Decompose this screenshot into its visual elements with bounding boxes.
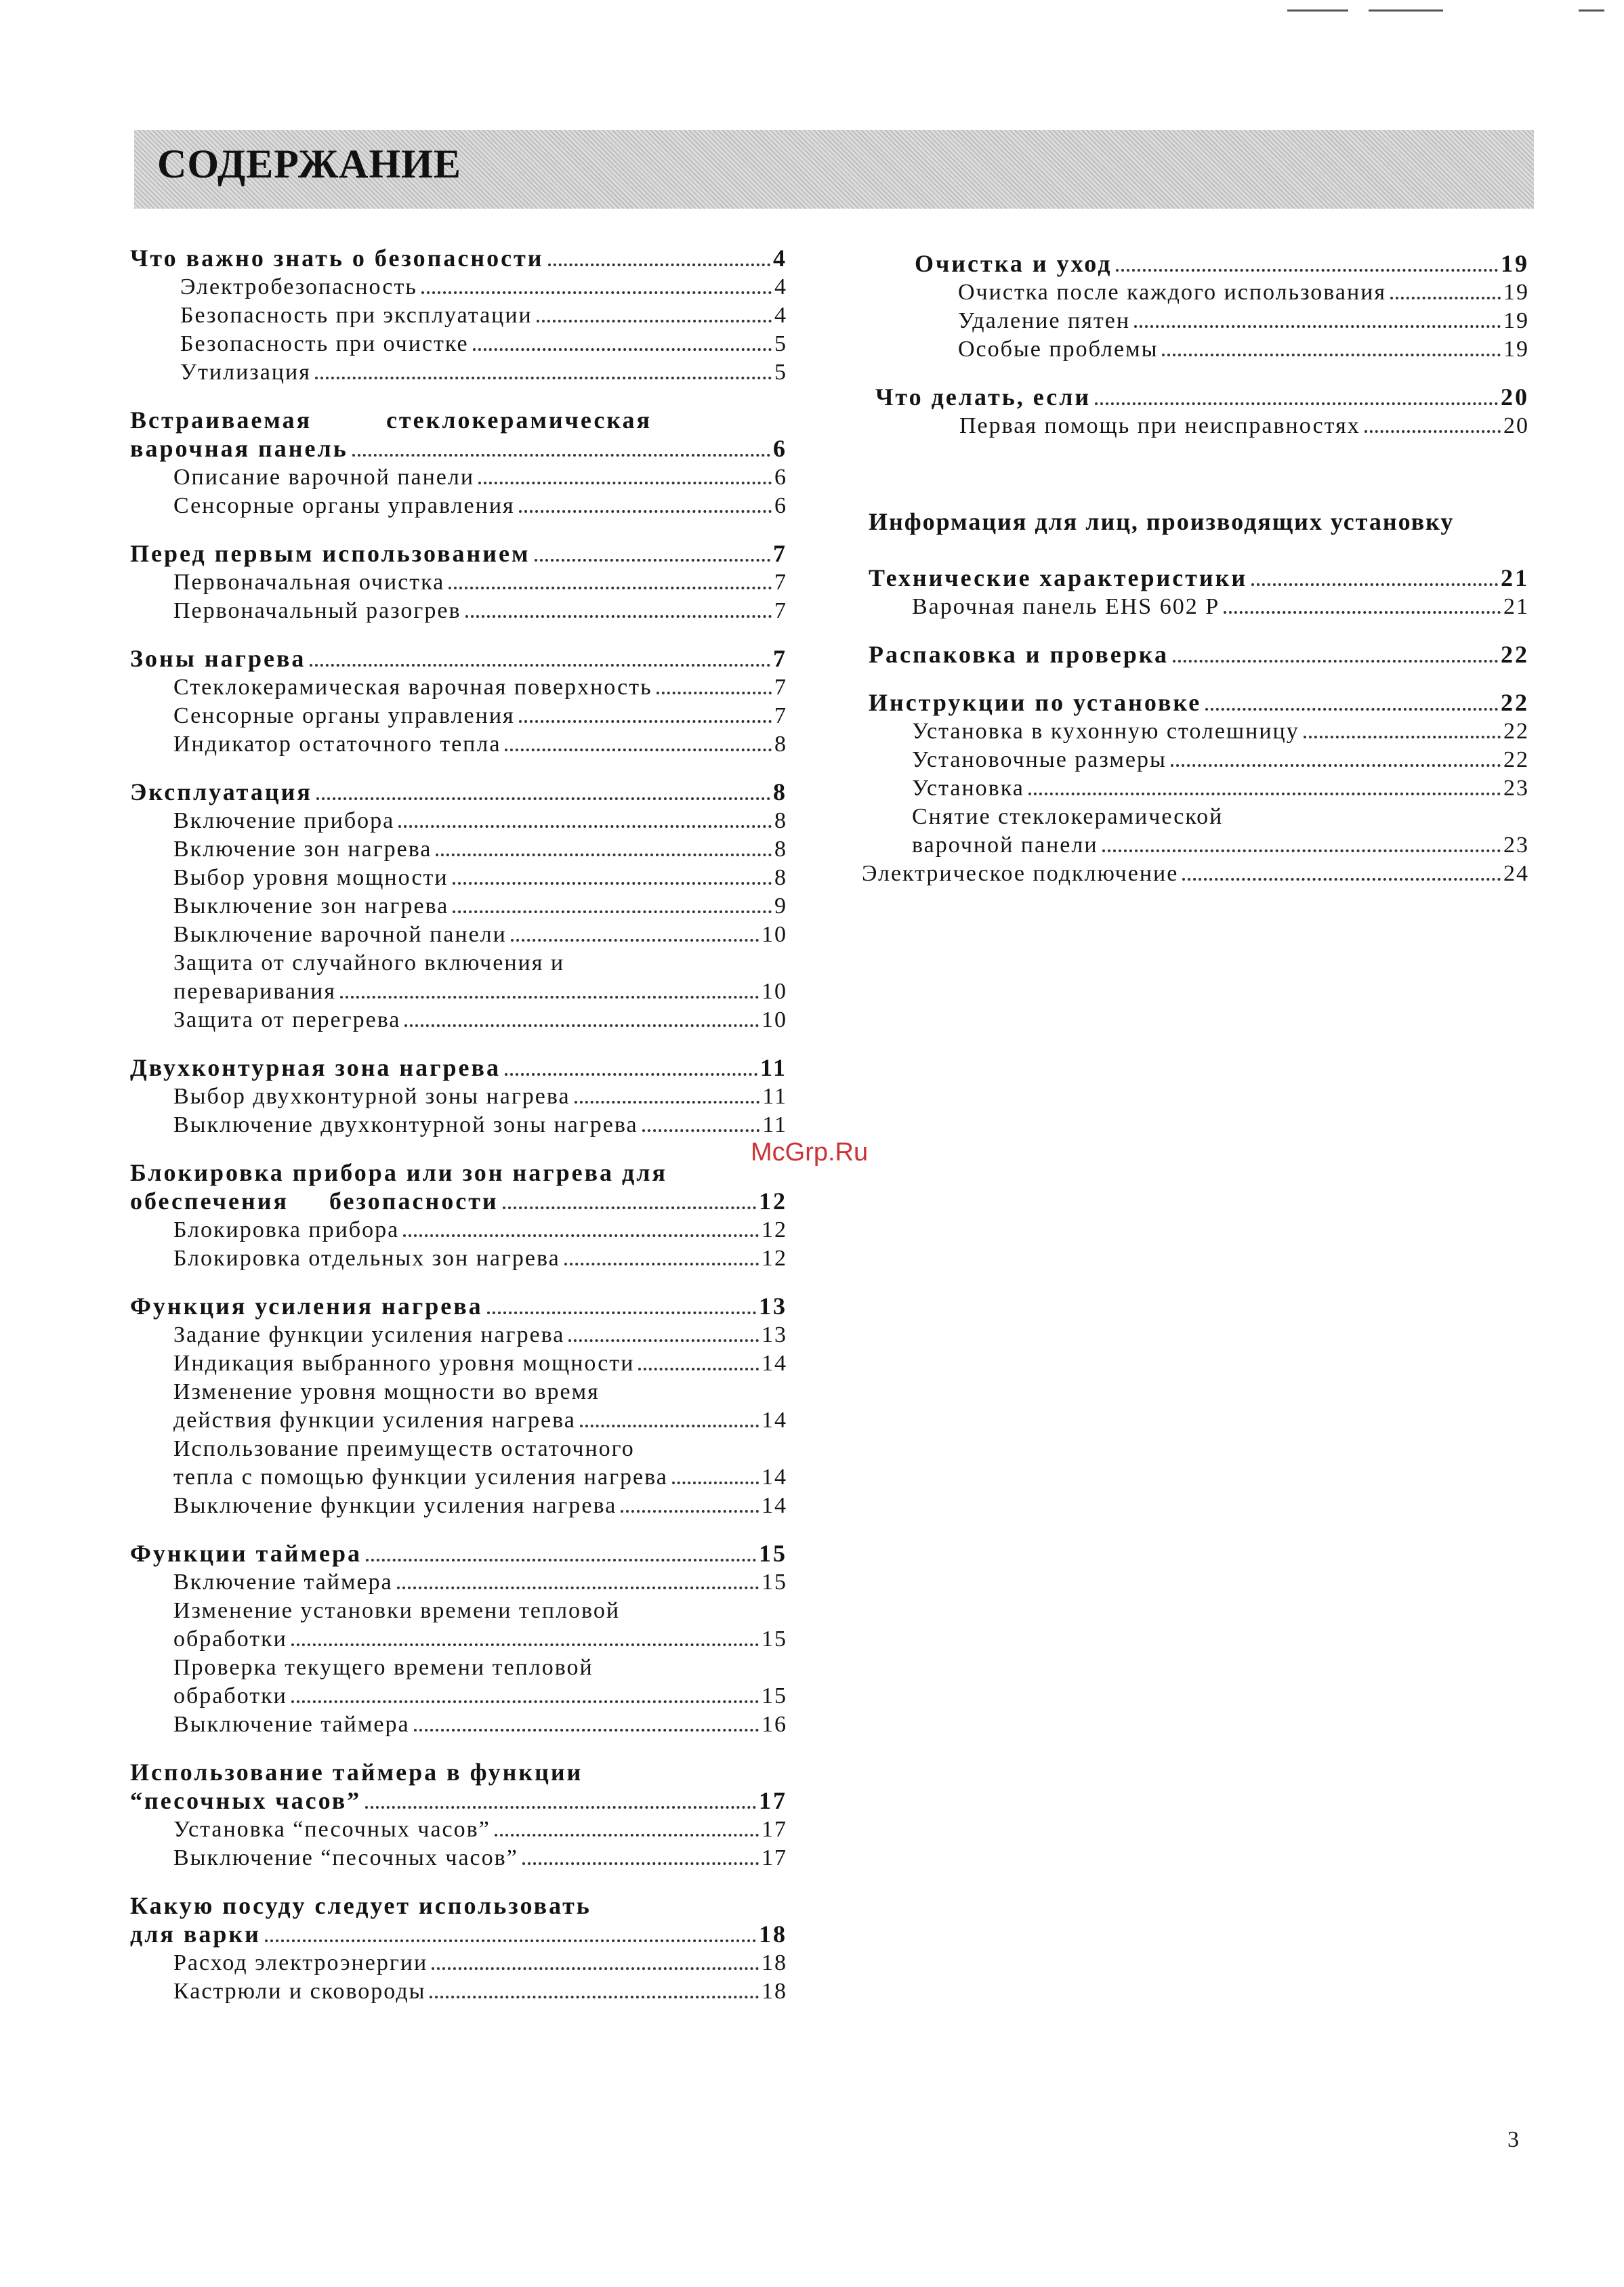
toc-entry[interactable]: тепла с помощью функции усиления нагрева 14 [173,1465,787,1490]
toc-entry[interactable]: Включение прибора 8 [173,808,787,833]
toc-entry[interactable]: Включение зон нагрева 8 [173,837,787,862]
toc-entry[interactable]: Индикатор остаточного тепла 8 [173,732,787,757]
toc-entry[interactable]: Блокировка прибора 12 [173,1217,787,1242]
toc-section [915,249,1529,364]
toc-heading[interactable]: Что важно знать о безопасности 4 [130,245,787,272]
toc-heading[interactable]: для варки 18 [130,1921,787,1948]
toc-heading-line: Блокировка прибора или зон нагрева для [130,1159,667,1186]
toc-entry[interactable]: Особые проблемы 19 [958,337,1529,362]
toc-entry[interactable]: обработки 15 [173,1683,787,1708]
toc-entry[interactable]: Выбор уровня мощности 8 [173,865,787,890]
toc-heading-line: Встраиваемая стеклокерамическая [130,406,652,434]
toc-entry[interactable]: Установочные размеры 22 [912,747,1529,772]
toc-entry-line: Защита от случайного включения и [173,950,565,975]
toc-entry[interactable]: Расход электроэнергии 18 [173,1950,787,1975]
toc-entry-line: Проверка текущего времени тепловой [173,1655,594,1680]
page-number: 3 [1507,2127,1519,2152]
toc-entry-line: Изменение установки времени тепловой [173,1598,621,1623]
toc-entry[interactable]: Безопасность при эксплуатации 4 [180,303,787,328]
toc-entry[interactable]: Варочная панель EHS 602 P 21 [912,594,1529,619]
toc-heading[interactable]: Перед первым использованием 7 [130,540,787,567]
toc-entry[interactable]: Описание варочной панели 6 [173,465,787,490]
toc-entry[interactable]: Установка 23 [912,776,1529,801]
toc-entry[interactable]: Сенсорные органы управления 6 [173,493,787,518]
toc-entry[interactable]: Очистка после каждого использования 19 [958,280,1529,305]
toc-entry[interactable]: Безопасность при очистке 5 [180,331,787,356]
toc-heading[interactable]: Функция усиления нагрева 13 [130,1293,787,1320]
toc-entry[interactable]: Выбор двухконтурной зоны нагрева 11 [173,1084,787,1109]
toc-entry[interactable]: Установка в кухонную столешницу 22 [912,719,1529,744]
toc-heading[interactable]: Эксплуатация 8 [130,778,787,805]
toc-entry-line: Снятие стеклокерамической [912,804,1224,829]
toc-entry[interactable]: Первоначальный разогрев 7 [173,598,787,623]
toc-heading[interactable]: Что делать, если 20 [875,383,1529,411]
installer-info-heading: Информация для лиц, производящих установку [869,508,1455,535]
toc-entry[interactable]: обработки 15 [173,1627,787,1652]
page-title: СОДЕРЖАНИЕ [157,142,461,186]
top-rule-1 [1287,9,1348,12]
toc-entry[interactable]: Выключение зон нагрева 9 [173,894,787,919]
toc-entry[interactable]: Выключение “песочных часов” 17 [173,1845,787,1870]
toc-section [130,1158,787,1273]
toc-section [130,1758,787,1872]
toc-heading[interactable]: Технические характеристики 21 [869,564,1529,591]
toc-right-column [862,249,1529,888]
toc-section [130,778,787,1034]
toc-entry[interactable]: Сенсорные органы управления 7 [173,703,787,728]
toc-left-column [130,244,787,2025]
toc-section [875,383,1529,440]
toc-heading[interactable]: Распаковка и проверка 22 [869,641,1529,668]
toc-section [130,1539,787,1739]
toc-entry[interactable]: Первая помощь при неисправностях 20 [959,413,1529,438]
toc-entry[interactable]: Блокировка отдельных зон нагрева 12 [173,1246,787,1271]
toc-entry[interactable]: Включение таймера 15 [173,1570,787,1595]
toc-entry[interactable]: Выключение двухконтурной зоны нагрева 11 [173,1112,787,1137]
toc-entry[interactable]: действия функции усиления нагрева 14 [173,1408,787,1433]
toc-heading[interactable]: Двухконтурная зона нагрева 11 [130,1054,787,1081]
toc-section [130,406,787,520]
toc-entry[interactable]: Задание функции усиления нагрева 13 [173,1322,787,1347]
toc-entry[interactable]: переваривания 10 [173,979,787,1004]
toc-entry[interactable]: варочной панели 23 [912,833,1529,858]
toc-heading[interactable]: Функции таймера 15 [130,1540,787,1567]
toc-heading[interactable]: обеспечения безопасности 12 [130,1188,787,1215]
toc-entry[interactable]: Первоначальная очистка 7 [173,570,787,595]
toc-section [869,640,1529,669]
toc-section [869,688,1529,860]
toc-section [869,564,1529,621]
toc-entry[interactable]: Стеклокерамическая варочная поверхность 7 [173,675,787,700]
toc-heading[interactable]: Зоны нагрева 7 [130,645,787,672]
top-rule-2 [1369,9,1443,12]
toc-entry[interactable]: Выключение варочной панели 10 [173,922,787,947]
toc-section [130,644,787,759]
toc-heading-line: Использование таймера в функции [130,1759,583,1786]
toc-heading[interactable]: “песочных часов” 17 [130,1787,787,1814]
toc-section [130,539,787,625]
toc-heading[interactable]: Инструкции по установке 22 [869,689,1529,716]
toc-entry[interactable]: Электробезопасность 4 [180,274,787,299]
toc-heading[interactable]: варочная панель 6 [130,435,787,462]
toc-heading-line: Какую посуду следует использовать [130,1892,591,1919]
toc-entry[interactable]: Утилизация 5 [180,360,787,385]
toc-heading[interactable]: Очистка и уход 19 [915,250,1529,277]
toc-section [130,1891,787,2006]
toc-section [130,1053,787,1139]
toc-entry[interactable]: Индикация выбранного уровня мощности 14 [173,1351,787,1376]
toc-entry[interactable]: Защита от перегрева 10 [173,1007,787,1032]
toc-entry[interactable]: Удаление пятен 19 [958,308,1529,333]
watermark: McGrp.Ru [751,1138,869,1167]
toc-section [130,244,787,387]
toc-entry[interactable]: Кастрюли и сковороды 18 [173,1979,787,2004]
toc-entry[interactable]: Выключение таймера 16 [173,1712,787,1737]
toc-entry-line: Использование преимуществ остаточного [173,1436,635,1461]
toc-entry-line: Изменение уровня мощности во время [173,1379,600,1404]
toc-entry-electrical[interactable]: Электрическое подключение 24 [862,861,1529,886]
toc-section [130,1292,787,1520]
top-rule-3 [1579,9,1604,12]
toc-entry[interactable]: Выключение функции усиления нагрева 14 [173,1493,787,1518]
toc-entry[interactable]: Установка “песочных часов” 17 [173,1817,787,1842]
